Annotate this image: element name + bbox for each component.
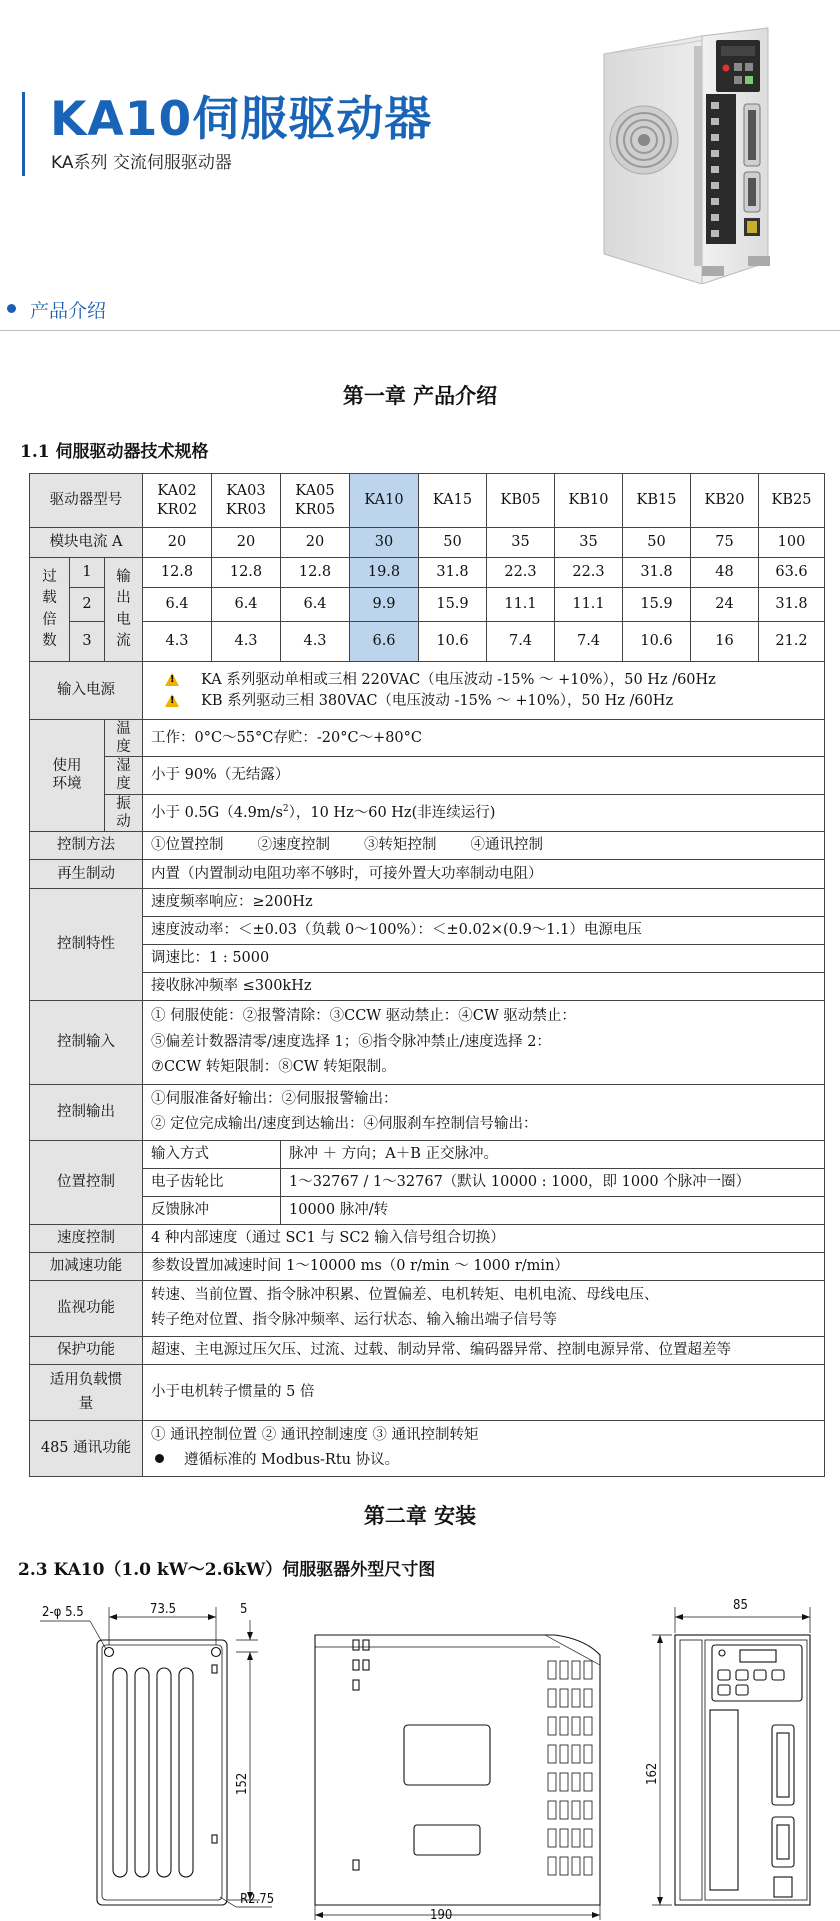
control-output-value: ①伺服准备好输出：②伺服报警输出： ② 定位完成输出/速度到达输出：④伺服刹车控制信号输出： xyxy=(143,1084,825,1140)
env-vibration-value: 小于 $0.5G(4.9m/s^2)$，10 Hz～60 Hz(非连续运行) xyxy=(143,794,825,831)
row-protect xyxy=(30,1336,825,1364)
overload-cell: 4.3 xyxy=(281,622,350,662)
row-control-char-2 xyxy=(30,916,825,944)
comm-value: ① 通讯控制位置 ② 通讯控制速度 ③ 通讯控制转矩 遵循标准的 Modbus-Rtu 协议。 xyxy=(143,1420,825,1476)
overload-cell-highlight: 9.9 xyxy=(350,588,419,622)
overload-cell: 15.9 xyxy=(623,588,691,622)
env-temp-value: 工作：0°C～55°C存贮：-20°C～+80°C xyxy=(143,720,825,757)
front-view xyxy=(652,1607,810,1905)
overload-cell-highlight: 6.6 xyxy=(350,622,419,662)
overload-cell: 31.8 xyxy=(759,588,825,622)
overload-index: 1 xyxy=(70,558,105,588)
overload-label: 过 载 倍 数 xyxy=(30,558,70,662)
overload-index: 3 xyxy=(70,622,105,662)
row-control-output xyxy=(30,1084,825,1140)
row-env-vibration xyxy=(30,794,825,831)
row-current xyxy=(30,528,825,558)
current-cell: 100 xyxy=(759,528,825,558)
position-label: 位置控制 xyxy=(30,1140,143,1224)
model-cell: KA15 xyxy=(419,474,487,528)
row-position-1 xyxy=(30,1140,825,1168)
warning-icon xyxy=(165,694,179,707)
env-temp-label: 温度 xyxy=(105,720,143,757)
inertia-label: 适用负载惯 量 xyxy=(30,1364,143,1420)
current-cell: 20 xyxy=(212,528,281,558)
row-monitor xyxy=(30,1280,825,1336)
page-title: KA10伺服驱动器 xyxy=(50,92,433,147)
env-humidity-label: 湿度 xyxy=(105,757,143,794)
env-humidity-value: 小于 90%（无结露） xyxy=(143,757,825,794)
row-control-method xyxy=(30,831,825,859)
monitor-label: 监视功能 xyxy=(30,1280,143,1336)
protect-label: 保护功能 xyxy=(30,1336,143,1364)
overload-cell: 31.8 xyxy=(623,558,691,588)
dim-hole: 2-φ 5.5 xyxy=(42,1605,84,1620)
overload-cell: 11.1 xyxy=(555,588,623,622)
position-sub-value: 1～32767 / 1～32767（默认 10000 : 1000，即 1000 个脉冲一圈） xyxy=(281,1168,825,1196)
accel-value: 参数设置加减速时间 1～10000 ms（0 r/min ～ 1000 r/min） xyxy=(143,1252,825,1280)
model-cell: KA02 KR02 xyxy=(143,474,212,528)
current-cell: 20 xyxy=(143,528,212,558)
overload-cell: 24 xyxy=(691,588,759,622)
chapter1-title: 第一章 产品介绍 xyxy=(342,383,498,408)
overload-cell-highlight: 19.8 xyxy=(350,558,419,588)
title-accent-bar xyxy=(22,92,25,176)
regen-label: 再生制动 xyxy=(30,859,143,888)
inertia-value: 小于电机转子惯量的 5 倍 xyxy=(143,1364,825,1420)
overload-cell: 21.2 xyxy=(759,622,825,662)
overload-cell: 7.4 xyxy=(555,622,623,662)
row-input-power xyxy=(30,662,825,720)
control-char-line: 接收脉冲频率 ≤300kHz xyxy=(143,972,825,1000)
overload-cell: 11.1 xyxy=(487,588,555,622)
row-control-input xyxy=(30,1000,825,1084)
control-method-label: 控制方法 xyxy=(30,831,143,859)
overload-cell: 63.6 xyxy=(759,558,825,588)
overload-index: 2 xyxy=(70,588,105,622)
current-label: 模块电流 A xyxy=(30,528,143,558)
dimension-drawing xyxy=(0,1585,840,1921)
env-vibration-label: 振动 xyxy=(105,794,143,831)
bullet-icon xyxy=(155,1454,164,1463)
section-2-3-title: 2.3 KA10（1.0 kW～2.6kW）伺服驱器外型尺寸图 xyxy=(18,1560,436,1580)
row-accel xyxy=(30,1252,825,1280)
current-cell: 35 xyxy=(555,528,623,558)
current-cell-highlight: 30 xyxy=(350,528,419,558)
current-cell: 50 xyxy=(419,528,487,558)
page-header xyxy=(0,0,840,322)
monitor-value: 转速、当前位置、指令脉冲积累、位置偏差、电机转矩、电机电流、母线电压、 转子绝对位置、指令脉冲频率、运行状态、输入输出端子信号等 xyxy=(143,1280,825,1336)
section-1-1-title: 1.1 伺服驱动器技术规格 xyxy=(20,442,209,462)
overload-cell: 12.8 xyxy=(143,558,212,588)
dim-top-offset: 5 xyxy=(240,1602,248,1617)
control-input-label: 控制输入 xyxy=(30,1000,143,1084)
current-cell: 75 xyxy=(691,528,759,558)
input-power-label: 输入电源 xyxy=(30,662,143,720)
control-char-line: 速度波动率：＜±0.03（负载 0～100%）：＜±0.02×(0.9～1.1）电源电压 xyxy=(143,916,825,944)
section-divider xyxy=(0,330,840,331)
spec-table xyxy=(29,473,825,1477)
row-position-3 xyxy=(30,1196,825,1224)
chapter2-title: 第二章 安装 xyxy=(363,1503,477,1528)
current-cell: 50 xyxy=(623,528,691,558)
model-cell-highlight: KA10 xyxy=(350,474,419,528)
overload-cell: 31.8 xyxy=(419,558,487,588)
dimension-drawing-svg xyxy=(0,1585,840,1921)
row-comm xyxy=(30,1420,825,1476)
overload-cell: 6.4 xyxy=(212,588,281,622)
row-regen xyxy=(30,859,825,888)
model-cell: KA05 KR05 xyxy=(281,474,350,528)
row-control-char-3 xyxy=(30,944,825,972)
overload-cell: 6.4 xyxy=(143,588,212,622)
control-output-label: 控制输出 xyxy=(30,1084,143,1140)
current-cell: 20 xyxy=(281,528,350,558)
overload-cell: 16 xyxy=(691,622,759,662)
overload-cell: 22.3 xyxy=(487,558,555,588)
model-cell: KB20 xyxy=(691,474,759,528)
overload-cell: 12.8 xyxy=(281,558,350,588)
back-view xyxy=(40,1607,275,1907)
row-env-temp xyxy=(30,720,825,757)
overload-cell: 12.8 xyxy=(212,558,281,588)
overload-cell: 15.9 xyxy=(419,588,487,622)
control-char-line: 速度频率响应：≥200Hz xyxy=(143,888,825,916)
position-sub-label: 反馈脉冲 xyxy=(143,1196,281,1224)
comm-label: 485 通讯功能 xyxy=(30,1420,143,1476)
page-subtitle: KA系列 交流伺服驱动器 xyxy=(51,153,232,173)
row-speed xyxy=(30,1224,825,1252)
overload-cell: 22.3 xyxy=(555,558,623,588)
control-char-line: 调速比：1 : 5000 xyxy=(143,944,825,972)
overload-cell: 10.6 xyxy=(419,622,487,662)
row-overload-1 xyxy=(30,558,825,588)
dim-height-front: 162 xyxy=(645,1762,660,1785)
control-method-value: ①位置控制 ②速度控制 ③转矩控制 ④通讯控制 xyxy=(143,831,825,859)
protect-value: 超速、主电源过压欠压、过流、过载、制动异常、编码器异常、控制电源异常、位置超差等 xyxy=(143,1336,825,1364)
fan-grille xyxy=(610,106,678,174)
model-cell: KB15 xyxy=(623,474,691,528)
regen-value: 内置（内置制动电阻功率不够时，可接外置大功率制动电阻） xyxy=(143,859,825,888)
row-model xyxy=(30,474,825,528)
section-bullet xyxy=(7,304,16,313)
model-cell: KB05 xyxy=(487,474,555,528)
side-view xyxy=(315,1635,600,1920)
control-char-label: 控制特性 xyxy=(30,888,143,1000)
dim-height-back: 152 xyxy=(235,1772,250,1795)
model-cell: KB10 xyxy=(555,474,623,528)
row-overload-3 xyxy=(30,622,825,662)
dim-width-back: 73.5 xyxy=(150,1602,177,1617)
dim-radius: R2.75 xyxy=(240,1892,275,1907)
model-label: 驱动器型号 xyxy=(30,474,143,528)
overload-cell: 7.4 xyxy=(487,622,555,662)
row-control-char-4 xyxy=(30,972,825,1000)
overload-cell: 4.3 xyxy=(143,622,212,662)
env-label: 使用 环境 xyxy=(30,720,105,832)
input-power-value: !KA 系列驱动单相或三相 220VAC（电压波动 -15% ～ +10%），50 Hz /60Hz !KB 系列驱动三相 380VAC（电压波动 -15% ～ +10%），50 Hz /60Hz xyxy=(143,662,825,720)
overload-cell: 4.3 xyxy=(212,622,281,662)
model-cell: KB25 xyxy=(759,474,825,528)
model-cell: KA03 KR03 xyxy=(212,474,281,528)
row-overload-2 xyxy=(30,588,825,622)
position-sub-value: 10000 脉冲/转 xyxy=(281,1196,825,1224)
dim-depth: 190 xyxy=(430,1908,453,1921)
control-input-value: ① 伺服使能：②报警清除：③CCW 驱动禁止：④CW 驱动禁止： ⑤偏差计数器清零/速度选择 1；⑥指令脉冲禁止/速度选择 2： ⑦CCW 转矩限制：⑧CW 转矩限制。 xyxy=(143,1000,825,1084)
speed-label: 速度控制 xyxy=(30,1224,143,1252)
overload-cell: 10.6 xyxy=(623,622,691,662)
row-control-char-1 xyxy=(30,888,825,916)
row-position-2 xyxy=(30,1168,825,1196)
accel-label: 加减速功能 xyxy=(30,1252,143,1280)
output-current-label: 输 出 电 流 xyxy=(105,558,143,662)
section-label: 产品介绍 xyxy=(30,300,107,322)
terminal-block xyxy=(706,94,736,244)
warning-icon xyxy=(165,673,179,686)
row-env-humidity xyxy=(30,757,825,794)
row-inertia xyxy=(30,1364,825,1420)
overload-cell: 48 xyxy=(691,558,759,588)
position-sub-label: 输入方式 xyxy=(143,1140,281,1168)
servo-drive-photo xyxy=(598,22,818,284)
dim-width-front: 85 xyxy=(733,1598,748,1613)
position-sub-label: 电子齿轮比 xyxy=(143,1168,281,1196)
overload-cell: 6.4 xyxy=(281,588,350,622)
position-sub-value: 脉冲 ＋ 方向；A＋B 正交脉冲。 xyxy=(281,1140,825,1168)
current-cell: 35 xyxy=(487,528,555,558)
speed-value: 4 种内部速度（通过 SC1 与 SC2 输入信号组合切换） xyxy=(143,1224,825,1252)
